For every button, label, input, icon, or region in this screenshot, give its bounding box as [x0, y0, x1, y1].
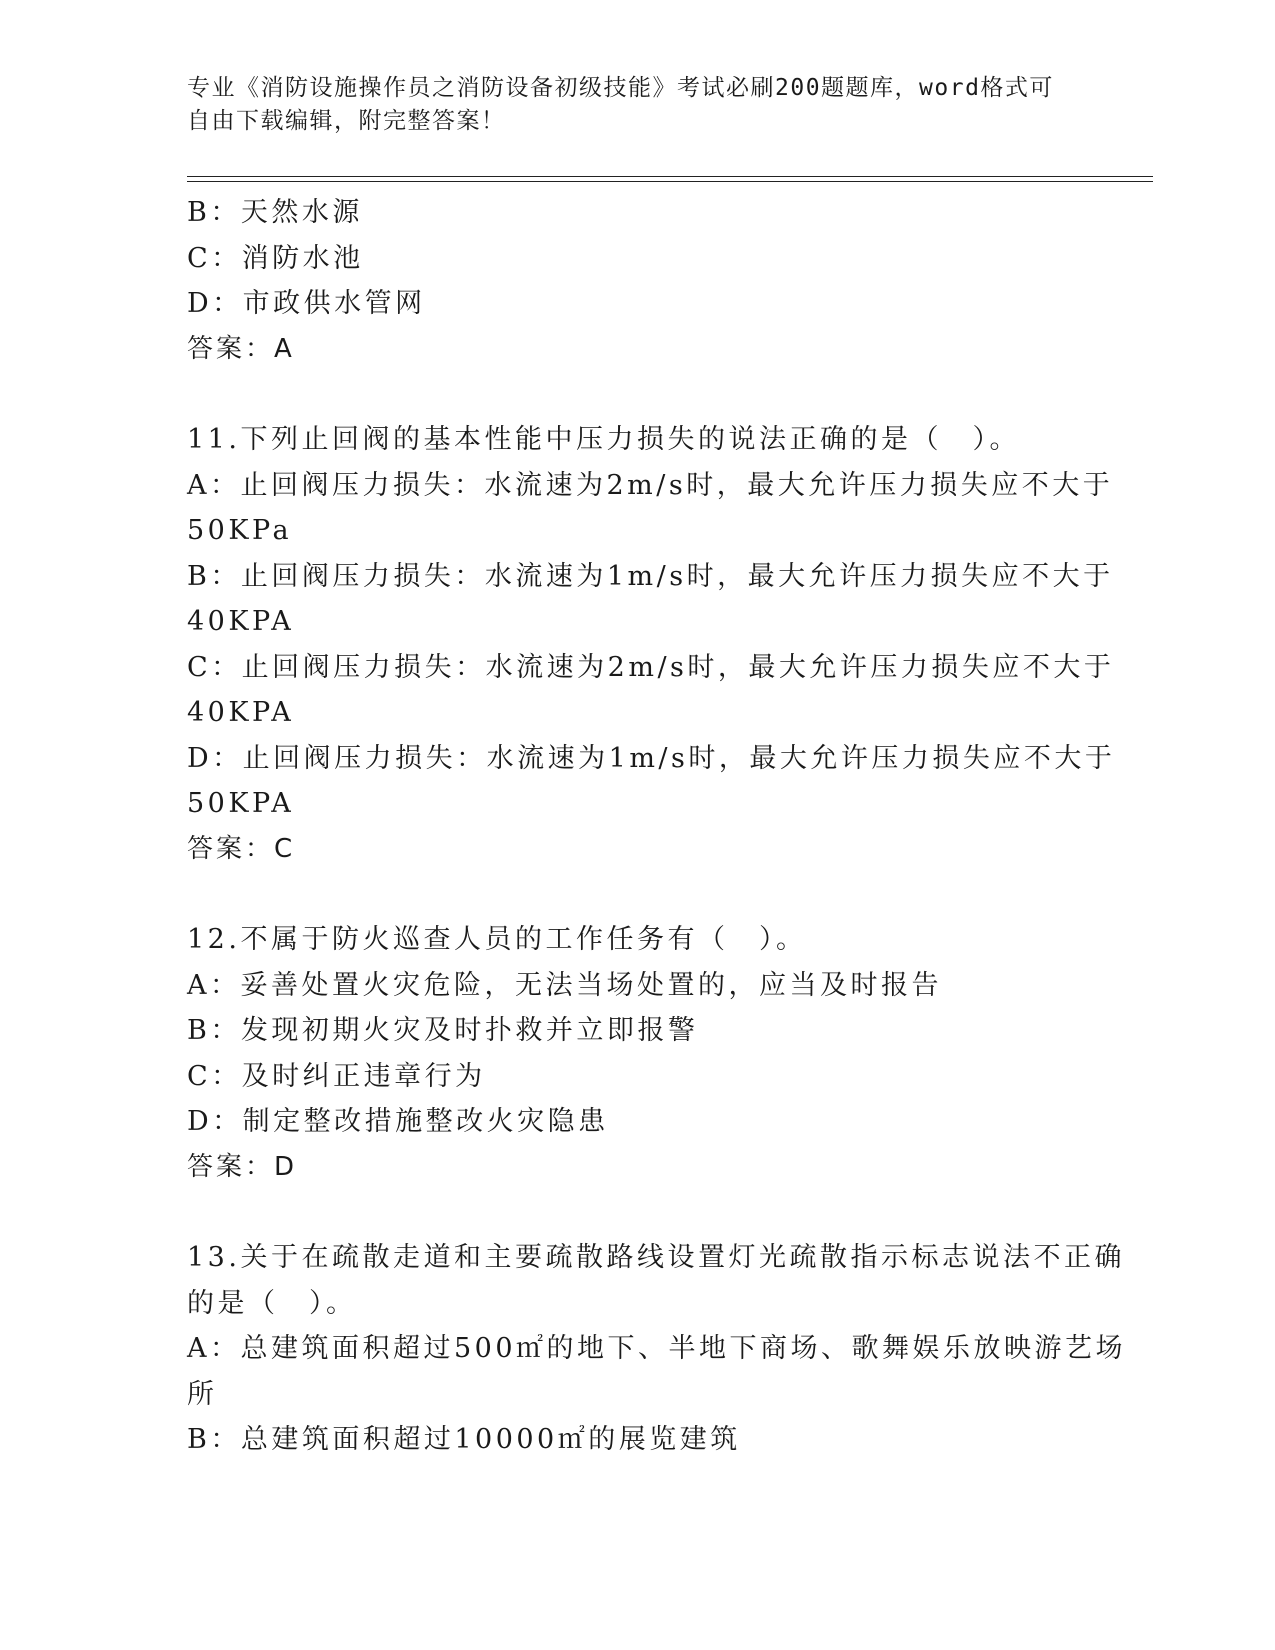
question-10-option-b: B：天然水源: [187, 197, 363, 228]
question-12-option-b: B：发现初期火灾及时扑救并立即报警: [187, 1015, 699, 1046]
header-divider-bottom: [187, 181, 1153, 182]
question-13-option-a-line-1: A：总建筑面积超过500㎡的地下、半地下商场、歌舞娱乐放映游艺场: [187, 1333, 1127, 1364]
question-11-option-d-line-2: 50KPA: [187, 788, 295, 819]
question-13-option-a-line-2: 所: [187, 1378, 218, 1410]
question-11-option-b-line-1: B：止回阀压力损失：水流速为1m/s时，最大允许压力损失应不大于: [187, 560, 1114, 592]
question-12-option-d: D：制定整改措施整改火灾隐患: [187, 1106, 609, 1137]
question-12-answer: 答案：D: [187, 1151, 298, 1182]
question-list: [187, 190, 1127, 1463]
question-10-option-d: D：市政供水管网: [187, 288, 426, 319]
question-12: [187, 917, 1067, 1190]
question-11: [187, 417, 1116, 872]
question-10-option-c: C：消防水池: [187, 242, 364, 274]
question-11-stem: 11.下列止回阀的基本性能中压力损失的说法正确的是（ ）。: [187, 424, 1020, 455]
question-12-option-a: A：妥善处置火灾危险，无法当场处置的，应当及时报告: [187, 969, 942, 1001]
question-11-option-b-line-2: 40KPA: [187, 606, 295, 637]
question-11-option-d-line-1: D：止回阀压力损失：水流速为1m/s时，最大允许压力损失应不大于: [187, 742, 1116, 774]
document-header: [187, 72, 1067, 138]
header-title-line-2: 自由下载编辑，附完整答案！: [187, 108, 506, 134]
question-spacer: [187, 1190, 1067, 1235]
question-11-option-c-line-2: 40KPA: [187, 697, 295, 728]
header-title-line-1: 专业《消防设施操作员之消防设备初级技能》考试必刷200题题库，word格式可: [187, 75, 1054, 101]
question-13-stem-line-1: 13.关于在疏散走道和主要疏散路线设置灯光疏散指示标志说法不正确: [187, 1242, 1125, 1273]
question-13-stem-line-2: 的是（ ）。: [187, 1287, 357, 1319]
question-12-stem: 12.不属于防火巡查人员的工作任务有（ ）。: [187, 924, 807, 955]
question-11-option-a-line-2: 50KPa: [187, 515, 293, 546]
question-spacer: [187, 372, 1067, 417]
question-10: [187, 190, 1067, 372]
question-13: [187, 1235, 1127, 1463]
question-11-answer: 答案：C: [187, 833, 296, 864]
question-11-option-a-line-1: A：止回阀压力损失：水流速为2m/s时，最大允许压力损失应不大于: [187, 469, 1114, 501]
question-10-answer: 答案：A: [187, 333, 295, 364]
question-12-option-c: C：及时纠正违章行为: [187, 1060, 486, 1092]
question-13-option-b: B：总建筑面积超过10000㎡的展览建筑: [187, 1424, 741, 1455]
question-spacer: [187, 872, 1067, 917]
header-divider-top: [187, 176, 1153, 177]
question-11-option-c-line-1: C：止回阀压力损失：水流速为2m/s时，最大允许压力损失应不大于: [187, 651, 1115, 683]
